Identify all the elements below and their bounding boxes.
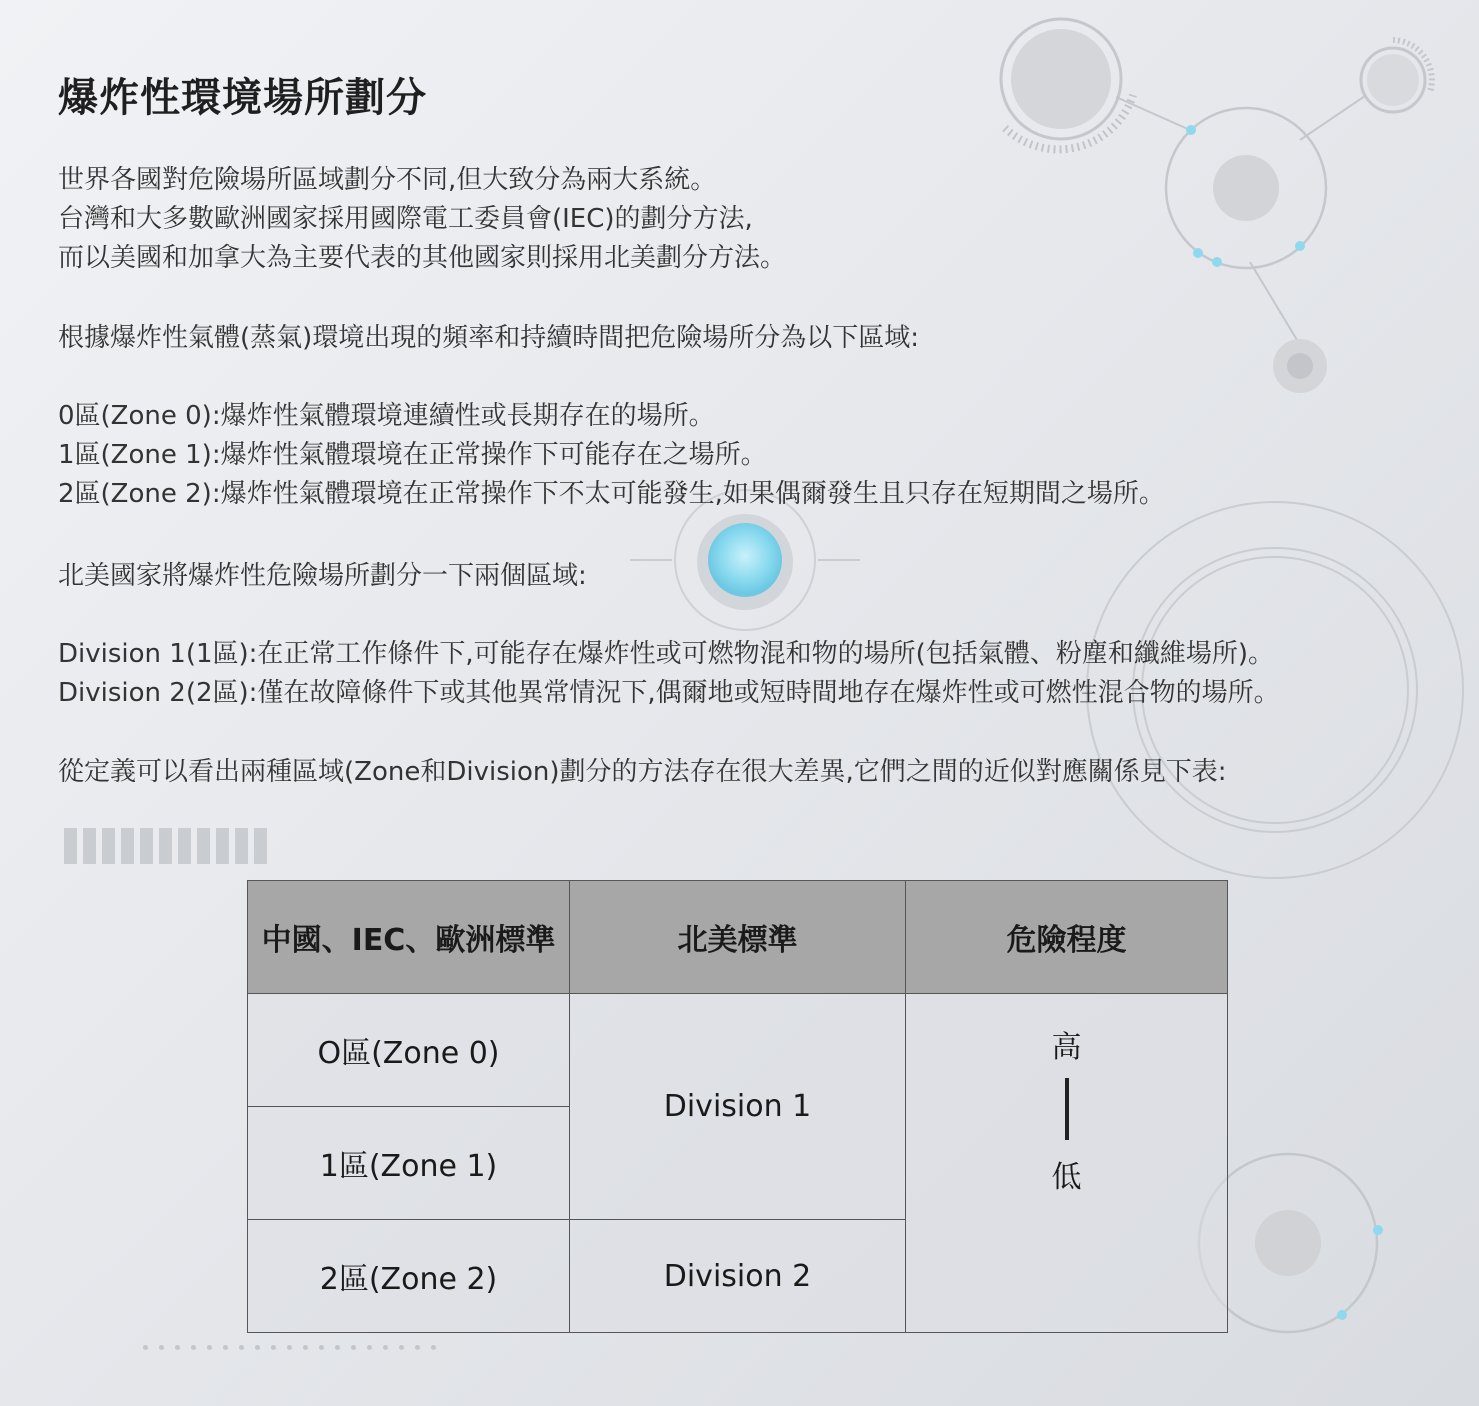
danger-low-label: 低 [1051,1160,1082,1195]
conclusion-line: 從定義可以看出兩種區域(Zone和Division)劃分的方法存在很大差異,它們之間的近似對應關係見下表: [58,757,1227,787]
zone-definition: 0區(Zone 0):爆炸性氣體環境連續性或長期存在的場所。 [58,401,715,431]
zone-comparison-table [247,880,1228,1333]
cell-division-2: Division 2 [570,1220,906,1333]
intro-paragraph [58,161,786,278]
division-definition: Division 2(2區):僅在故障條件下或其他異常情況下,偶爾地或短時間地存在爆炸性或可燃性混合物的場所。 [58,678,1280,708]
zone-definition: 1區(Zone 1):爆炸性氣體環境在正常操作下可能存在之場所。 [58,440,767,470]
basis-line: 根據爆炸性氣體(蒸氣)環境出現的頻率和持續時間把危險場所分為以下區域: [58,323,920,353]
north-america-line: 北美國家將爆炸性危險場所劃分一下兩個區域: [58,561,587,591]
header-danger-level: 危險程度 [906,881,1228,994]
cell-danger-level [906,994,1228,1333]
cell-division-1: Division 1 [570,994,906,1220]
zones-paragraph [58,397,1165,514]
decorative-stripes [64,828,267,864]
intro-line: 台灣和大多數歐洲國家採用國際電工委員會(IEC)的劃分方法, [58,204,753,234]
intro-line: 世界各國對危險場所區域劃分不同,但大致分為兩大系統。 [58,165,717,195]
cell-zone-0: O區(Zone 0) [248,994,570,1107]
table-header-row [248,881,1228,994]
table-row [248,994,1228,1107]
page-title: 爆炸性環境場所劃分 [58,75,427,121]
divisions-paragraph [58,635,1280,713]
zone-definition: 2區(Zone 2):爆炸性氣體環境在正常操作下不太可能發生,如果偶爾發生且只存在短期間之場所。 [58,479,1165,509]
basis-paragraph [58,319,919,358]
cell-zone-2: 2區(Zone 2) [248,1220,570,1333]
intro-line: 而以美國和加拿大為主要代表的其他國家則採用北美劃分方法。 [58,243,787,273]
north-america-intro [58,557,587,596]
header-north-america-standard: 北美標準 [570,881,906,994]
conclusion-paragraph [58,753,1227,792]
decorative-dots [143,1345,436,1350]
header-iec-standard: 中國、IEC、歐洲標準 [248,881,570,994]
danger-scale [906,994,1227,1332]
division-definition: Division 1(1區):在正常工作條件下,可能存在爆炸性或可燃物混和物的場所(包括氣體、粉塵和纖維場所)。 [58,639,1274,669]
danger-scale-bar [1065,1078,1069,1140]
danger-high-label: 高 [1051,1030,1082,1065]
cell-zone-1: 1區(Zone 1) [248,1107,570,1220]
